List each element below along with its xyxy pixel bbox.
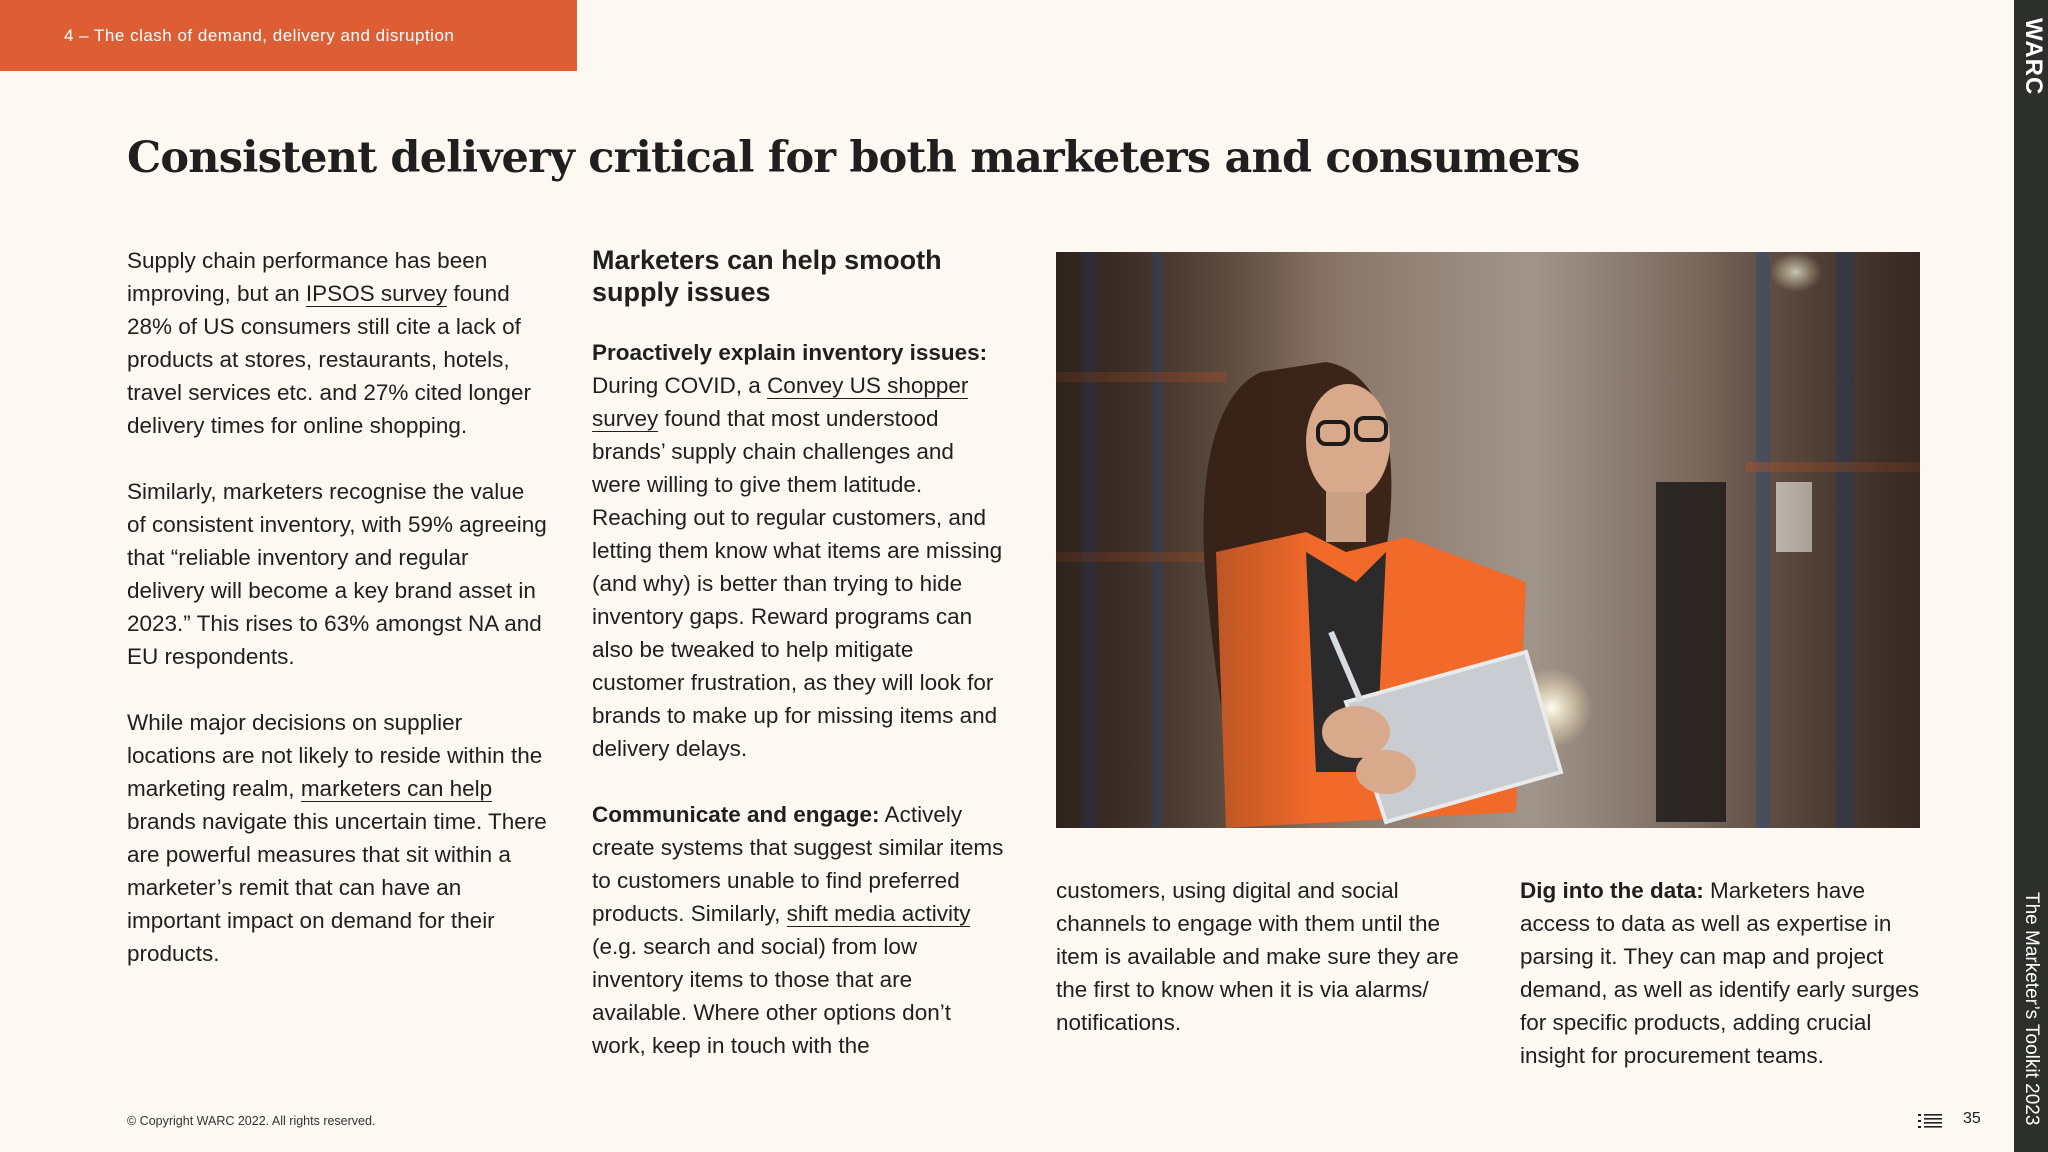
text: Actively create systems that suggest similar items to customers unable to find preferred products. Similarly, [592, 802, 1004, 926]
menu-list-icon[interactable] [1918, 1113, 1942, 1129]
column-heading: Marketers can help smooth supply issues [592, 245, 942, 307]
paragraph-dig-into-data [1520, 874, 1930, 1072]
text: found that most understood brands’ supply chain challenges and were willing to give them latitude. Reaching out to regular customers, and letting them know what items are missing (and why) is better than trying to hide inventory gaps. Reward programs can also be tweaked to help mitigate customer frustration, as they will look for brands to make up for missing items and delivery delays. [592, 406, 1003, 761]
column-1 [127, 244, 547, 970]
lede: Communicate and engage: [592, 802, 880, 827]
text: While major decisions on supplier locations are not likely to reside within the marketing realm, [127, 710, 543, 801]
column-2 [592, 244, 1007, 1062]
link-convey-survey[interactable]: Convey US shopper survey [592, 373, 969, 431]
warehouse-photo [1056, 252, 1920, 828]
link-shift-media-activity[interactable]: shift media activity [786, 901, 971, 926]
section-tab [0, 0, 577, 71]
copyright-notice: © Copyright WARC 2022. All rights reserved. [127, 1114, 376, 1128]
section-label: 4 – The clash of demand, delivery and disruption [64, 25, 455, 45]
publication-title: The Marketer’s Toolkit 2023 [2021, 892, 2042, 1126]
text: Marketers have access to data as well as expertise in parsing it. They can map and project demand, as well as identify early surges for specific products, adding crucial insight for procurement teams. [1520, 878, 1919, 1068]
link-marketers-can-help[interactable]: marketers can help [300, 776, 493, 801]
paragraph-communicate-engage [592, 798, 1007, 1062]
text: (e.g. search and social) from low inventory items to those that are available. Where other options don’t work, keep in touch with the [592, 934, 951, 1058]
lede: Proactively explain inventory issues: [592, 340, 988, 365]
paragraph-customers-notifications: customers, using digital and social channels to engage with them until the item is available and make sure they are the first to know when it is via alarms/ notifications. [1056, 878, 1459, 1035]
page-title: Consistent delivery critical for both marketers and consumers [127, 133, 1580, 183]
text: found 28% of US consumers still cite a lack of products at stores, restaurants, hotels, travel services etc. and 27% cited longer delivery times for online shopping. [127, 281, 531, 438]
brand-logo: WARC [2020, 18, 2047, 96]
paragraph-supply-chain [127, 244, 547, 442]
paragraph-consistent-inventory: Similarly, marketers recognise the value of consistent inventory, with 59% agreeing that “reliable inventory and regular delivery will become a key brand asset in 2023.” This rises to 63% amongst NA and EU respondents. [127, 479, 547, 669]
paragraph-explain-inventory [592, 336, 1007, 765]
text: brands navigate this uncertain time. There are powerful measures that sit within a marketer’s remit that can have an important impact on demand for their products. [127, 809, 547, 966]
page-number: 35 [1963, 1110, 1981, 1127]
column-4 [1520, 874, 1930, 1072]
side-strip [2014, 0, 2048, 1152]
text: During COVID, a [592, 373, 768, 398]
text: Supply chain performance has been improving, but an [127, 248, 488, 306]
lede: Dig into the data: [1520, 878, 1704, 903]
paragraph-supplier-locations [127, 706, 547, 970]
link-ipsos-survey[interactable]: IPSOS survey [305, 281, 448, 306]
column-3 [1056, 874, 1466, 1039]
